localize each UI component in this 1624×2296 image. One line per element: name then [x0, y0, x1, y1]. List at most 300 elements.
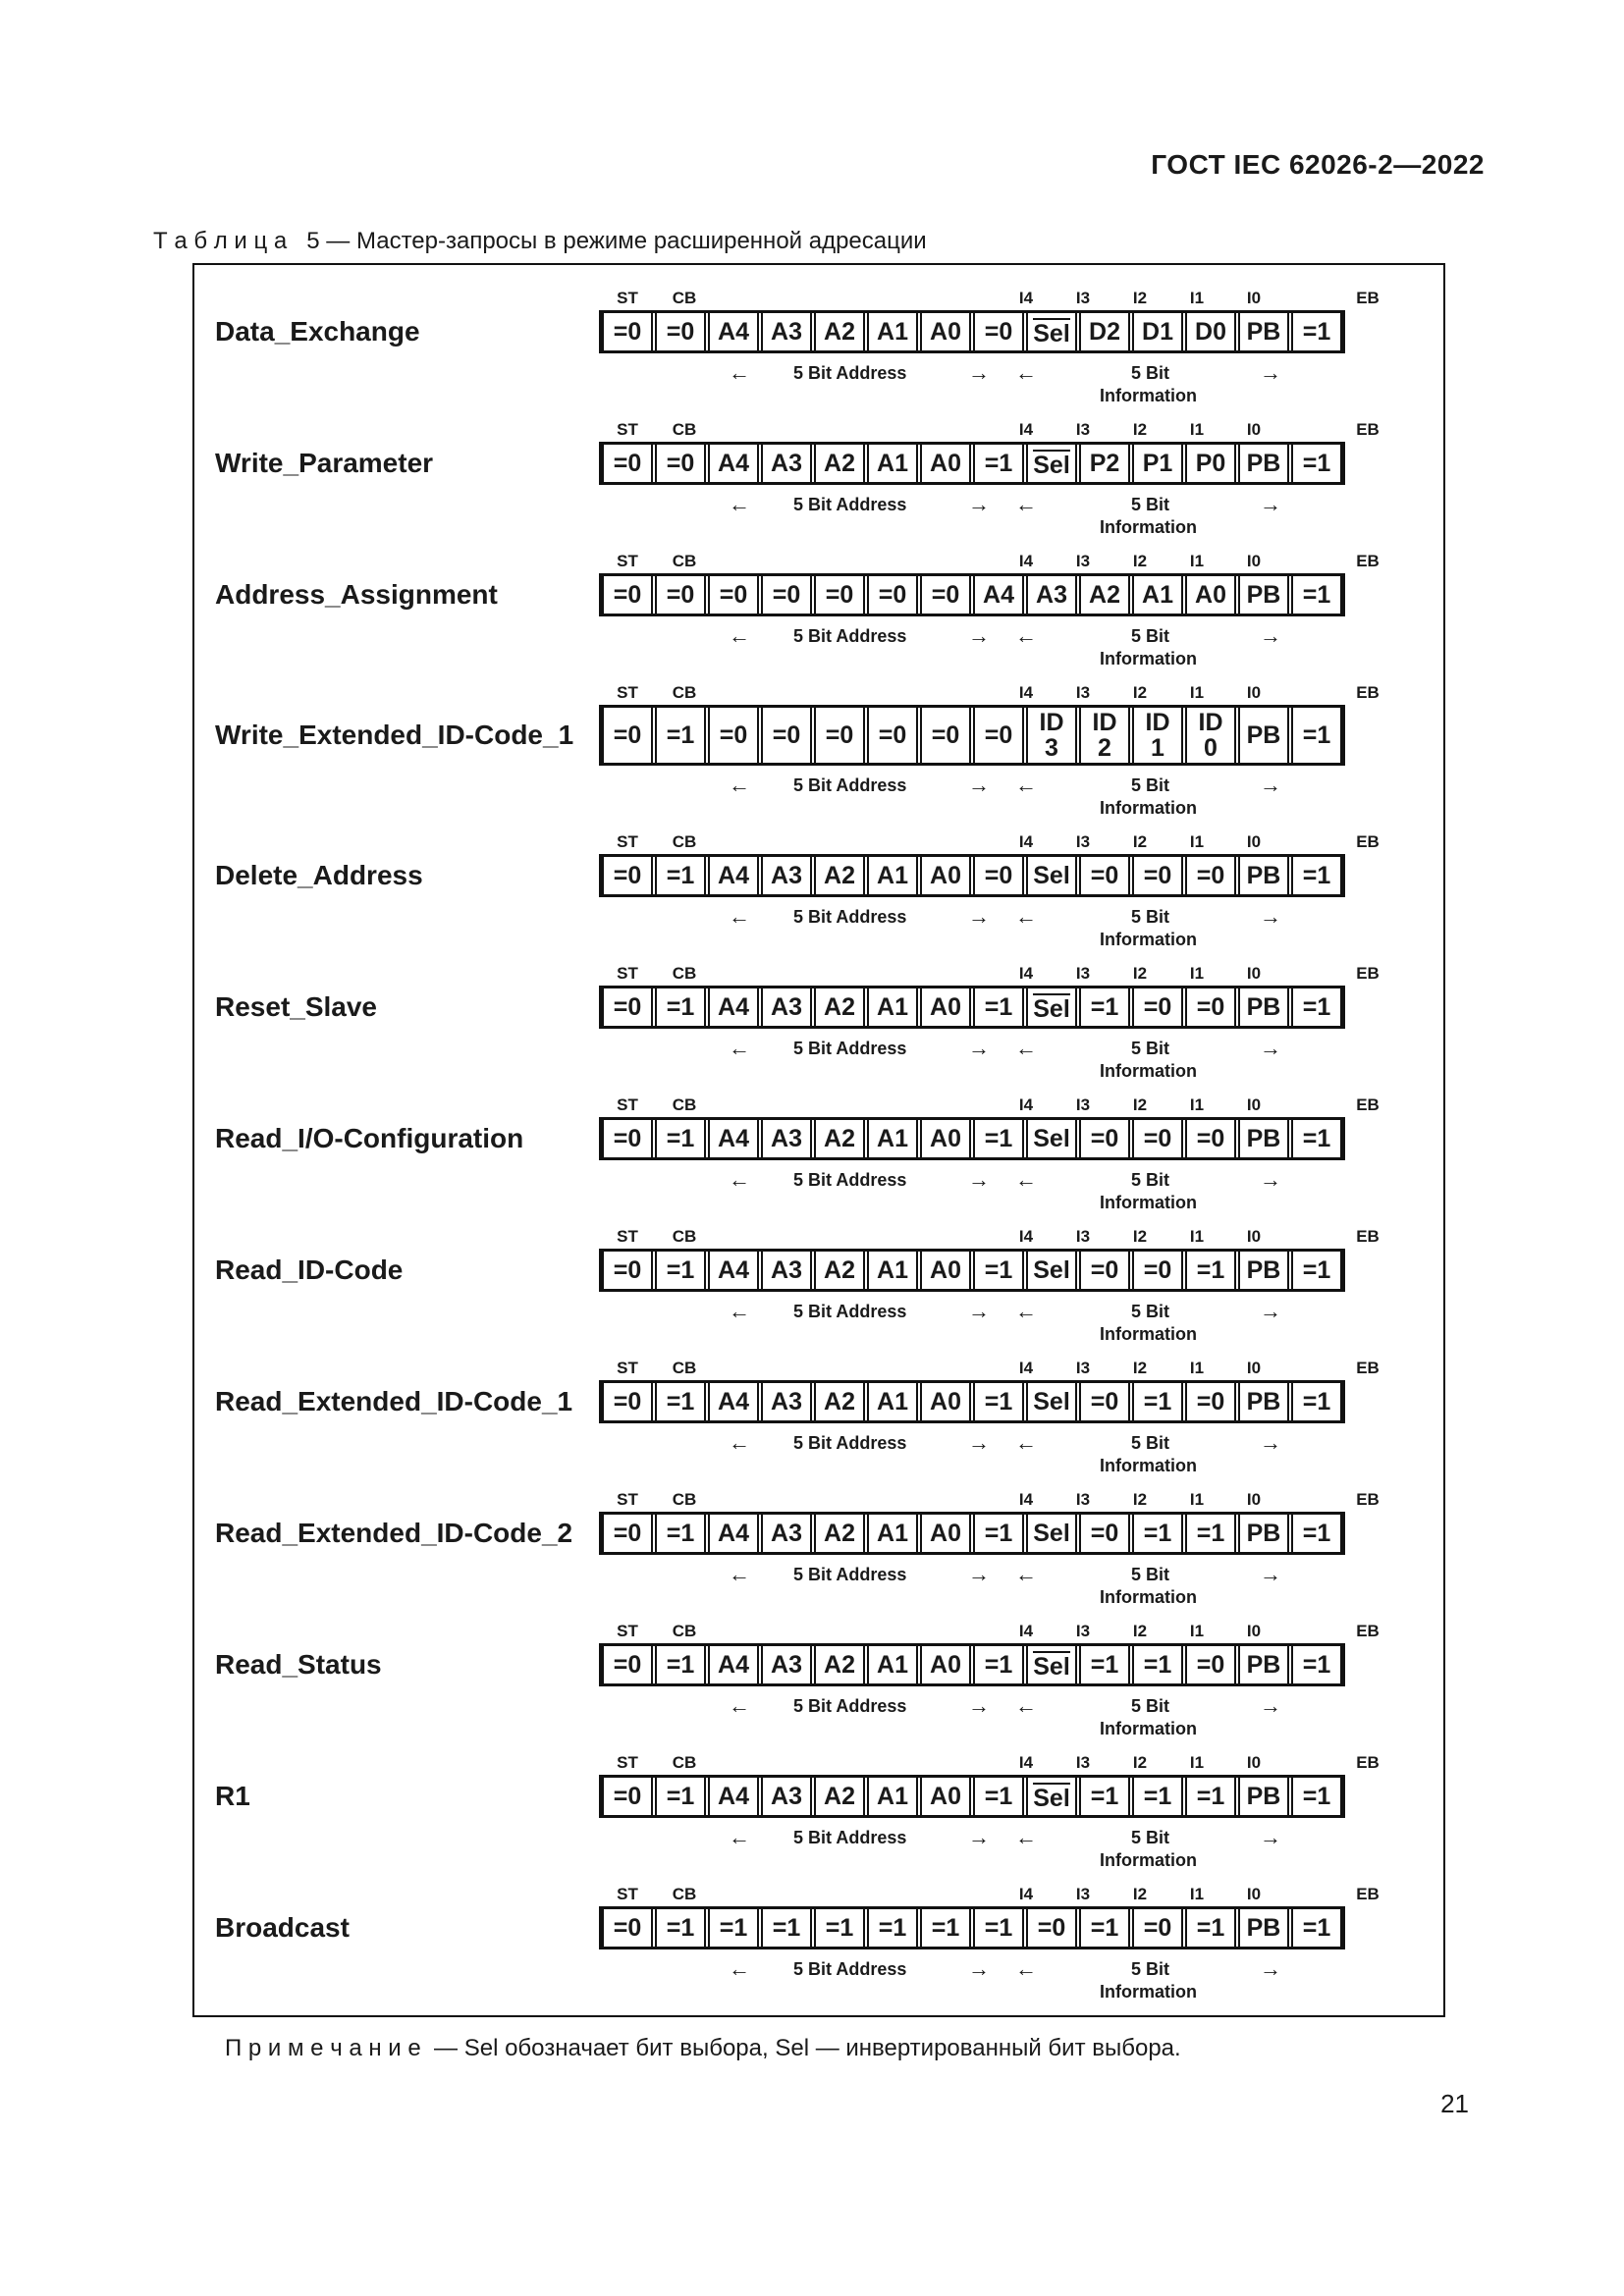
- bit-value: A0: [930, 993, 961, 1021]
- bit-value: A3: [771, 318, 802, 346]
- bit-cell: [1132, 445, 1183, 482]
- bit-header: I3: [1075, 1622, 1091, 1640]
- bit-header: I3: [1075, 1359, 1091, 1377]
- bit-value: =1: [666, 1651, 695, 1679]
- arrow-left-icon: ←: [1015, 1693, 1037, 1718]
- bit-value: PB: [1246, 581, 1281, 609]
- arrow-left-icon: ←: [729, 492, 750, 516]
- bit-value: Sel: [1033, 1125, 1070, 1152]
- bit-value: =1: [1196, 1256, 1225, 1284]
- bit-cell: [655, 445, 706, 482]
- arrow-right-icon: →: [968, 1825, 990, 1849]
- bit-cell: [1238, 1252, 1289, 1289]
- bit-cell: [920, 1515, 971, 1552]
- information-label-line2: Information: [1100, 649, 1197, 668]
- bit-header: I4: [1018, 1359, 1034, 1377]
- arrow-right-icon: →: [1260, 773, 1281, 797]
- bit-value: =1: [772, 1914, 801, 1942]
- bit-cell: [1238, 445, 1289, 482]
- bit-header: I4: [1018, 289, 1034, 307]
- request-name: R1: [215, 1781, 250, 1811]
- bit-header: I0: [1246, 1227, 1262, 1246]
- arrow-right-icon: →: [968, 360, 990, 385]
- bit-value: =0: [878, 581, 907, 609]
- request-block: [194, 832, 1443, 964]
- bit-value: =0: [1143, 1256, 1172, 1284]
- bit-value: A0: [930, 862, 961, 889]
- bit-header: I2: [1132, 1227, 1148, 1246]
- bit-value: =1: [1090, 993, 1119, 1021]
- bit-cell: [1079, 576, 1130, 614]
- bit-value: =1: [1090, 1914, 1119, 1942]
- bit-cell: [761, 988, 812, 1026]
- bit-header: ST: [617, 1490, 638, 1509]
- bit-value: A4: [718, 450, 749, 477]
- bit-cell: [761, 313, 812, 350]
- bit-header: I2: [1132, 1753, 1148, 1772]
- bit-value: A2: [824, 1388, 855, 1415]
- bit-value: =0: [1090, 862, 1119, 889]
- bit-value: =1: [666, 721, 695, 749]
- bit-cell: [1079, 1778, 1130, 1815]
- bit-value: P1: [1142, 450, 1173, 477]
- bit-header: I1: [1189, 552, 1205, 570]
- arrow-left-icon: ←: [729, 1036, 750, 1060]
- bit-value: =1: [666, 1520, 695, 1547]
- bit-cell: [1238, 1909, 1289, 1947]
- bit-cell: [708, 988, 759, 1026]
- bit-header: EB: [1356, 1227, 1380, 1246]
- bit-header: EB: [1356, 552, 1380, 570]
- bit-header: I0: [1246, 289, 1262, 307]
- bit-frame: [599, 1512, 1345, 1555]
- bit-header: CB: [672, 1622, 697, 1640]
- arrow-left-icon: ←: [729, 1956, 750, 1981]
- information-label-line1: 5 Bit: [1131, 1696, 1170, 1716]
- bit-value: =0: [613, 1388, 642, 1415]
- bit-cell: [973, 313, 1024, 350]
- arrow-left-icon: ←: [1015, 623, 1037, 648]
- address-label: 5 Bit Address: [793, 1170, 907, 1190]
- bit-cell: [761, 1778, 812, 1815]
- bit-cell: [814, 988, 865, 1026]
- bit-header: ST: [617, 420, 638, 439]
- bit-header: CB: [672, 1227, 697, 1246]
- bit-cell: [655, 1252, 706, 1289]
- bit-header: I1: [1189, 289, 1205, 307]
- bit-header: ST: [617, 1359, 638, 1377]
- bit-cell: [1026, 857, 1077, 894]
- bit-value: PB: [1246, 1783, 1281, 1810]
- information-label-line1: 5 Bit: [1131, 907, 1170, 927]
- bit-header: ST: [617, 964, 638, 983]
- bit-cell: [655, 1909, 706, 1947]
- information-label-line2: Information: [1100, 930, 1197, 949]
- bit-header: I4: [1018, 1490, 1034, 1509]
- bit-header: I1: [1189, 1885, 1205, 1903]
- bit-value: =1: [1302, 450, 1331, 477]
- bit-cell: [1291, 576, 1342, 614]
- bit-frame: [599, 1380, 1345, 1423]
- bit-header: I0: [1246, 420, 1262, 439]
- bit-header: I4: [1018, 1753, 1034, 1772]
- bit-cell: [1026, 1383, 1077, 1420]
- bit-value: =0: [613, 450, 642, 477]
- bit-cell: [602, 1778, 653, 1815]
- request-block: [194, 1885, 1443, 2016]
- bit-cell: [1185, 988, 1236, 1026]
- bit-cell: [1291, 1383, 1342, 1420]
- bit-cell: [1238, 1646, 1289, 1683]
- bit-header: I3: [1075, 1095, 1091, 1114]
- request-name: Reset_Slave: [215, 991, 378, 1022]
- bit-value: =0: [931, 581, 960, 609]
- bit-header: I3: [1075, 552, 1091, 570]
- arrow-right-icon: →: [968, 1693, 990, 1718]
- bit-header: CB: [672, 1753, 697, 1772]
- bit-value: A4: [718, 1388, 749, 1415]
- arrow-right-icon: →: [1260, 1430, 1281, 1455]
- bit-cell: [973, 1252, 1024, 1289]
- bit-value: =1: [1302, 1388, 1331, 1415]
- bit-value: =1: [666, 1783, 695, 1810]
- bit-header: EB: [1356, 289, 1380, 307]
- information-label-line1: 5 Bit: [1131, 775, 1170, 795]
- bit-cell: [1238, 576, 1289, 614]
- bit-cell: [655, 1515, 706, 1552]
- bit-cell: [1291, 445, 1342, 482]
- bit-header: I2: [1132, 289, 1148, 307]
- bit-value: A1: [877, 1520, 908, 1547]
- bit-cell: [973, 1646, 1024, 1683]
- bit-value: ID 2: [1092, 709, 1117, 762]
- bit-cell: [761, 445, 812, 482]
- bit-frame: [599, 310, 1345, 353]
- bit-value: =1: [1302, 1256, 1331, 1284]
- bit-header: I4: [1018, 552, 1034, 570]
- bit-value: =1: [1302, 1125, 1331, 1152]
- bit-header: I4: [1018, 1095, 1034, 1114]
- bit-header: CB: [672, 832, 697, 851]
- bit-cell: [761, 1383, 812, 1420]
- bit-cell: [1079, 1383, 1130, 1420]
- information-label-line2: Information: [1100, 1982, 1197, 2002]
- bit-cell: [1185, 1120, 1236, 1157]
- bit-header: I1: [1189, 420, 1205, 439]
- bit-header: I4: [1018, 683, 1034, 702]
- bit-value: =1: [666, 862, 695, 889]
- bit-cell: [1185, 708, 1236, 763]
- bit-header: I2: [1132, 832, 1148, 851]
- bit-value: P0: [1195, 450, 1226, 477]
- bit-cell: [1132, 1909, 1183, 1947]
- bit-header: I1: [1189, 1095, 1205, 1114]
- bit-value: =0: [1196, 862, 1225, 889]
- information-label-line2: Information: [1100, 798, 1197, 818]
- bit-value: A1: [1142, 581, 1173, 609]
- bit-header: I0: [1246, 1885, 1262, 1903]
- bit-value: PB: [1246, 450, 1281, 477]
- arrow-left-icon: ←: [1015, 1299, 1037, 1323]
- bit-value: =1: [984, 450, 1013, 477]
- request-block: [194, 1359, 1443, 1490]
- address-label: 5 Bit Address: [793, 1433, 907, 1453]
- bit-value: A0: [930, 450, 961, 477]
- bit-cell: [602, 1515, 653, 1552]
- bit-value: =1: [666, 993, 695, 1021]
- bit-value: A2: [824, 862, 855, 889]
- bit-value: =0: [931, 721, 960, 749]
- request-name: Data_Exchange: [215, 316, 420, 347]
- bit-value: =1: [984, 1125, 1013, 1152]
- bit-header: ST: [617, 1227, 638, 1246]
- bit-frame: [599, 442, 1345, 485]
- bit-value: =1: [984, 1256, 1013, 1284]
- bit-cell: [655, 1778, 706, 1815]
- bit-frame: [599, 573, 1345, 616]
- bit-value: =0: [613, 1914, 642, 1942]
- bit-cell: [973, 1120, 1024, 1157]
- bit-value: =1: [1302, 318, 1331, 346]
- bit-header: EB: [1356, 1622, 1380, 1640]
- request-block: [194, 289, 1443, 420]
- bit-cell: [973, 1383, 1024, 1420]
- bit-value: ID 3: [1039, 709, 1064, 762]
- bit-cell: [1291, 1646, 1342, 1683]
- bit-cell: [1238, 1778, 1289, 1815]
- address-label: 5 Bit Address: [793, 1039, 907, 1058]
- bit-value: A1: [877, 1125, 908, 1152]
- bit-cell: [761, 1120, 812, 1157]
- bit-value: A3: [771, 1783, 802, 1810]
- bit-cell: [1238, 1515, 1289, 1552]
- bit-cell: [867, 1646, 918, 1683]
- bit-value: PB: [1246, 1125, 1281, 1152]
- bit-header: ST: [617, 552, 638, 570]
- bit-value: =1: [1302, 721, 1331, 749]
- information-label-line2: Information: [1100, 1061, 1197, 1081]
- bit-value: A2: [1089, 581, 1120, 609]
- bit-header: I4: [1018, 420, 1034, 439]
- request-block: [194, 552, 1443, 683]
- bit-value: =1: [1090, 1783, 1119, 1810]
- bit-cell: [1026, 1515, 1077, 1552]
- address-label: 5 Bit Address: [793, 626, 907, 646]
- arrow-left-icon: ←: [1015, 1562, 1037, 1586]
- address-label: 5 Bit Address: [793, 1959, 907, 1979]
- bit-value: PB: [1246, 1520, 1281, 1547]
- arrow-left-icon: ←: [729, 1430, 750, 1455]
- request-name: Write_Parameter: [215, 448, 434, 478]
- request-block: [194, 683, 1443, 818]
- bit-cell: [867, 1778, 918, 1815]
- bit-value: =1: [1302, 1783, 1331, 1810]
- request-name: Address_Assignment: [215, 579, 498, 610]
- bit-value: =0: [1090, 1388, 1119, 1415]
- bit-value: =1: [984, 993, 1013, 1021]
- bit-value: A2: [824, 318, 855, 346]
- bit-cell: [920, 576, 971, 614]
- bit-cell: [1291, 313, 1342, 350]
- bit-value: =0: [772, 721, 801, 749]
- bit-value: A3: [771, 1125, 802, 1152]
- bit-cell: [920, 1120, 971, 1157]
- arrow-right-icon: →: [968, 1562, 990, 1586]
- bit-value: A0: [930, 318, 961, 346]
- bit-value: =0: [1037, 1914, 1066, 1942]
- arrow-right-icon: →: [1260, 1299, 1281, 1323]
- bit-value: =0: [825, 581, 854, 609]
- bit-cell: [920, 1909, 971, 1947]
- bit-cell: [920, 1383, 971, 1420]
- bit-value: A2: [824, 1651, 855, 1679]
- bit-header: I2: [1132, 683, 1148, 702]
- bit-value: =0: [1143, 1125, 1172, 1152]
- information-label-line2: Information: [1100, 1850, 1197, 1870]
- arrow-right-icon: →: [1260, 1167, 1281, 1192]
- request-block: [194, 1227, 1443, 1359]
- bit-cell: [1079, 1252, 1130, 1289]
- bit-frame: [599, 1117, 1345, 1160]
- bit-header: I0: [1246, 964, 1262, 983]
- bit-cell: [1291, 708, 1342, 763]
- bit-header: I0: [1246, 552, 1262, 570]
- request-name: Read_I/O-Configuration: [215, 1123, 524, 1153]
- bit-value: =1: [666, 1256, 695, 1284]
- bit-header: I1: [1189, 832, 1205, 851]
- arrow-left-icon: ←: [1015, 1825, 1037, 1849]
- bit-cell: [867, 857, 918, 894]
- bit-cell: [867, 576, 918, 614]
- bit-cell: [708, 1120, 759, 1157]
- bit-header: I4: [1018, 1622, 1034, 1640]
- bit-cell: [1185, 445, 1236, 482]
- bit-value: Sel: [1033, 1520, 1070, 1547]
- arrow-right-icon: →: [1260, 1562, 1281, 1586]
- arrow-left-icon: ←: [729, 1299, 750, 1323]
- bit-cell: [973, 1778, 1024, 1815]
- bit-header: I4: [1018, 832, 1034, 851]
- bit-value: A4: [718, 862, 749, 889]
- bit-value: =1: [666, 1388, 695, 1415]
- bit-cell: [708, 857, 759, 894]
- address-label: 5 Bit Address: [793, 1565, 907, 1584]
- bit-cell: [708, 1778, 759, 1815]
- bit-header: I2: [1132, 1095, 1148, 1114]
- bit-value: =0: [1196, 1651, 1225, 1679]
- bit-value: A2: [824, 1783, 855, 1810]
- arrow-right-icon: →: [968, 1430, 990, 1455]
- request-name: Read_Extended_ID-Code_2: [215, 1518, 573, 1548]
- bit-cell: [708, 1909, 759, 1947]
- bit-cell: [973, 708, 1024, 763]
- bit-cell: [1079, 313, 1130, 350]
- bit-header: I3: [1075, 1753, 1091, 1772]
- bit-cell: [1132, 857, 1183, 894]
- bit-cell: [602, 1383, 653, 1420]
- bit-cell: [708, 1515, 759, 1552]
- bit-cell: [1291, 1778, 1342, 1815]
- bit-cell: [1185, 857, 1236, 894]
- bit-value: PB: [1246, 721, 1281, 749]
- bit-cell: [761, 1252, 812, 1289]
- bit-cell: [1026, 1778, 1077, 1815]
- bit-cell: [655, 313, 706, 350]
- bit-cell: [973, 1515, 1024, 1552]
- bit-value: PB: [1246, 862, 1281, 889]
- bit-header: EB: [1356, 1885, 1380, 1903]
- bit-cell: [1238, 1383, 1289, 1420]
- arrow-left-icon: ←: [729, 1825, 750, 1849]
- address-label: 5 Bit Address: [793, 907, 907, 927]
- bit-header: ST: [617, 289, 638, 307]
- bit-cell: [814, 1909, 865, 1947]
- request-block: [194, 1622, 1443, 1753]
- bit-cell: [1079, 1120, 1130, 1157]
- bit-header: CB: [672, 1359, 697, 1377]
- bit-value: A3: [771, 1651, 802, 1679]
- bit-value: A1: [877, 1388, 908, 1415]
- bit-cell: [973, 1909, 1024, 1947]
- bit-header: I3: [1075, 832, 1091, 851]
- bit-header: ST: [617, 832, 638, 851]
- bit-cell: [1185, 1778, 1236, 1815]
- bit-value: =1: [1143, 1520, 1172, 1547]
- bit-cell: [1291, 1515, 1342, 1552]
- arrow-right-icon: →: [968, 1956, 990, 1981]
- bit-value: A4: [718, 993, 749, 1021]
- bit-header: CB: [672, 420, 697, 439]
- bit-cell: [655, 857, 706, 894]
- address-label: 5 Bit Address: [793, 363, 907, 383]
- bit-header: I1: [1189, 1490, 1205, 1509]
- bit-cell: [1079, 445, 1130, 482]
- bit-cell: [814, 1252, 865, 1289]
- bit-value: =0: [1143, 1914, 1172, 1942]
- arrow-left-icon: ←: [729, 1693, 750, 1718]
- bit-cell: [1132, 1120, 1183, 1157]
- bit-value: =0: [878, 721, 907, 749]
- bit-value: Sel: [1033, 319, 1070, 347]
- request-block: [194, 1490, 1443, 1622]
- bit-value: =1: [1143, 1388, 1172, 1415]
- bit-cell: [920, 445, 971, 482]
- bit-value: =0: [666, 581, 695, 609]
- bit-header: EB: [1356, 1359, 1380, 1377]
- bit-header: I3: [1075, 289, 1091, 307]
- bit-cell: [761, 857, 812, 894]
- bit-value: =0: [772, 581, 801, 609]
- bit-cell: [867, 445, 918, 482]
- arrow-left-icon: ←: [1015, 360, 1037, 385]
- bit-value: =0: [719, 721, 748, 749]
- bit-header: I0: [1246, 1095, 1262, 1114]
- bit-value: Sel: [1033, 994, 1070, 1023]
- bit-value: =0: [984, 721, 1013, 749]
- bit-value: =1: [1143, 1783, 1172, 1810]
- request-name: Read_Status: [215, 1649, 382, 1680]
- bit-header: ST: [617, 683, 638, 702]
- bit-value: =1: [878, 1914, 907, 1942]
- bit-value: A4: [718, 1125, 749, 1152]
- bit-cell: [1026, 1909, 1077, 1947]
- bit-value: =1: [1196, 1914, 1225, 1942]
- bit-header: EB: [1356, 1095, 1380, 1114]
- arrow-right-icon: →: [968, 773, 990, 797]
- bit-value: =0: [613, 1520, 642, 1547]
- request-block: [194, 420, 1443, 552]
- information-label-line1: 5 Bit: [1131, 626, 1170, 646]
